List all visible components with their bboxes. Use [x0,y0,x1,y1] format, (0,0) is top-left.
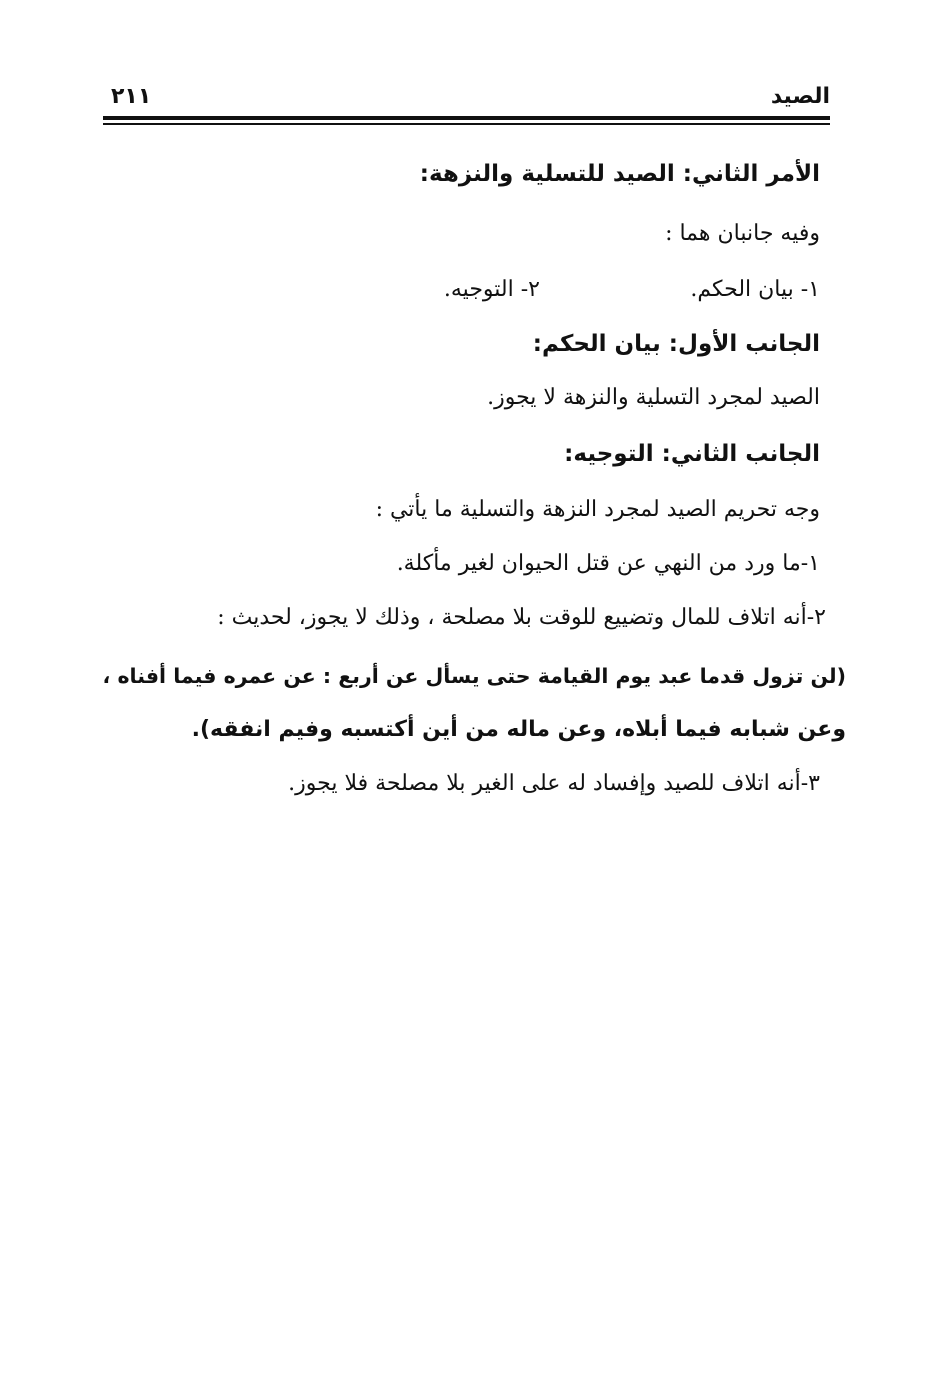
hadith-line-1: (لن تزول قدما عبد يوم القيامة حتى يسأل عن أربع : عن عمره فيما أفناه ، [102,664,846,688]
section-heading: الأمر الثاني: الصيد للتسلية والنزهة: [419,161,820,187]
hadith-line-2: وعن شبابه فيما أبلاه، وعن ماله من أين أكتسبه وفيم انفقه). [191,717,846,742]
header-rule-thick [103,116,830,120]
point-3: ٣-أنه اتلاف للصيد وإفساد له على الغير بلا مصلحة فلا يجوز. [288,771,820,796]
point-2: ٢-أنه اتلاف للمال وتضييع للوقت بلا مصلحة ، وذلك لا يجوز، لحديث : [217,605,826,630]
aspects-list [320,272,820,308]
ruling-text: الصيد لمجرد التسلية والنزهة لا يجوز. [487,385,820,410]
point-1: ١-ما ورد من النهي عن قتل الحيوان لغير مأكلة. [396,551,820,576]
page-number: ٢١١ [111,84,152,109]
aspect2-heading: الجانب الثاني: التوجيه: [564,441,820,467]
aspect1-heading: الجانب الأول: بيان الحكم: [532,331,820,357]
aspect-item-ruling: ١- بيان الحكم. [690,277,820,302]
justification-intro: وجه تحريم الصيد لمجرد النزهة والتسلية ما يأتي : [375,497,820,522]
aspect-item-justification: ٢- التوجيه. [443,277,540,302]
header-rule-thin [103,123,830,125]
intro-text: وفيه جانبان هما : [665,221,820,246]
running-title: الصيد [770,84,830,109]
